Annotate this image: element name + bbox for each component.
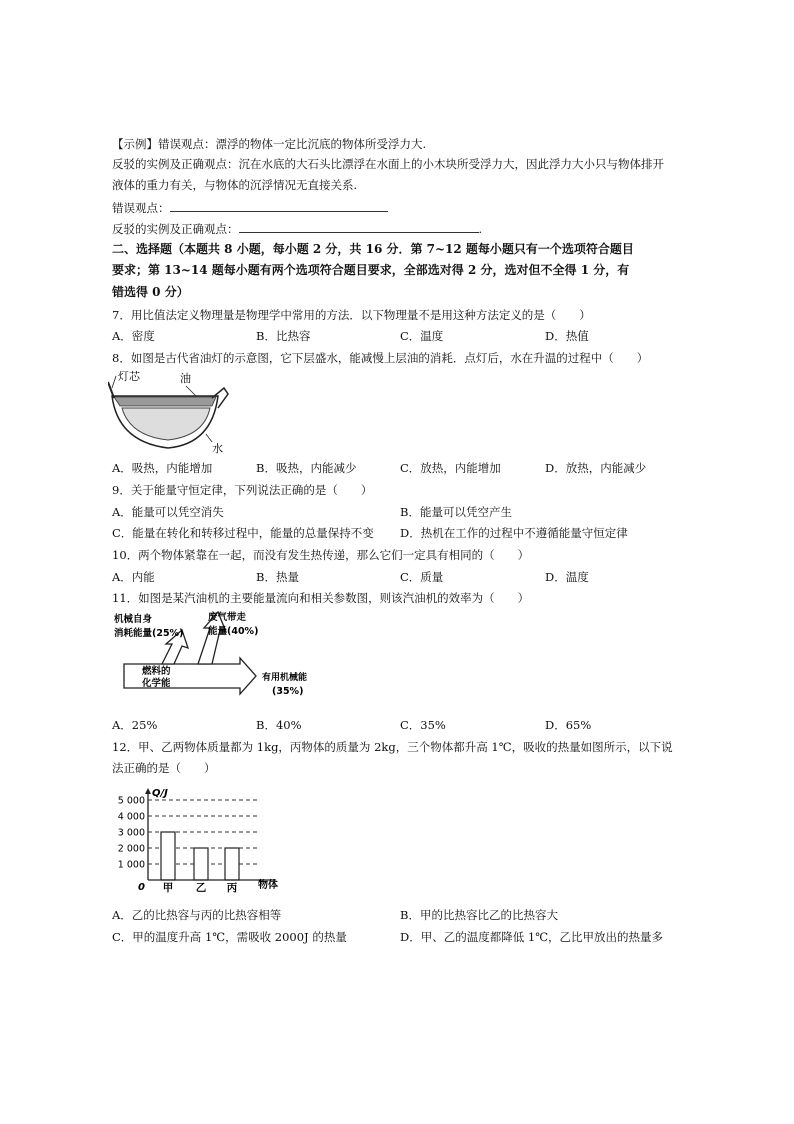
q8-option-d[interactable]: D．放热，内能减少 [545, 461, 647, 475]
q9-option-c[interactable]: C．能量在转化和转移过程中，能量的总量保持不变 [112, 526, 374, 540]
q11-option-a[interactable]: A．25% [112, 718, 158, 732]
q10-stem: 10．两个物体紧靠在一起，而没有发生热传递，那么它们一定具有相同的（ ） [112, 548, 530, 562]
bar-3 [225, 848, 239, 880]
q8-option-b[interactable]: B．吸热，内能减少 [256, 461, 357, 475]
q11-stem: 11．如图是某汽油机的主要能量流向和相关参数图，则该汽油机的效率为（ ） [112, 591, 530, 605]
lamp-wick-label: 灯芯 [118, 370, 140, 383]
x-tick-label: 甲 [162, 882, 174, 894]
q9-stem: 9．关于能量守恒定律，下列说法正确的是（ ） [112, 483, 373, 497]
q8-stem: 8．如图是古代省油灯的示意图，它下层盛水，能减慢上层油的消耗．点灯后，水在升温的过程中（ ） [112, 351, 649, 365]
y-axis-arrow [145, 788, 151, 794]
chart-xticks [163, 881, 238, 894]
wrong-view-label: 错误观点： [112, 201, 170, 215]
q8-option-c[interactable]: C．放热，内能增加 [400, 461, 501, 475]
bar-1 [161, 832, 175, 880]
q10-option-a[interactable]: A．内能 [112, 570, 155, 584]
mech-loss-label-2: 消耗能量(25%) [114, 628, 184, 639]
exhaust-label-1: 废气带走 [208, 612, 247, 623]
section2-line-3: 错选得 0 分） [112, 285, 189, 299]
chart-origin-label: 0 [138, 882, 145, 893]
energy-flow-figure [112, 608, 342, 710]
x-tick-label: 丙 [226, 882, 238, 894]
q12-stem-line-2: 法正确的是（ ） [112, 761, 216, 775]
q12-option-d[interactable]: D．甲、乙的温度都降低 1℃，乙比甲放出的热量多 [400, 930, 664, 944]
lamp-water-label: 水 [212, 442, 223, 454]
q9-option-b[interactable]: B．能量可以凭空产生 [400, 505, 512, 519]
q7-option-b[interactable]: B．比热容 [256, 329, 311, 343]
fuel-label-2: 化学能 [142, 678, 171, 689]
section2-line-1: 二、选择题（本题共 8 小题，每小题 2 分，共 16 分．第 7~12 题每小题只有一个选项符合题目 [112, 242, 634, 256]
refute-view-label: 反驳的实例及正确观点： [112, 222, 239, 236]
useful-label-1: 有用机械能 [262, 673, 308, 683]
q10-option-b[interactable]: B．热量 [256, 570, 299, 584]
oil-lamp-figure [108, 368, 238, 454]
wrong-view-row [112, 199, 388, 216]
mech-loss-label-1: 机械自身 [114, 614, 153, 625]
q11-option-c[interactable]: C．35% [400, 718, 446, 732]
exhaust-label-2: 能量(40%) [208, 626, 259, 637]
bar-2 [194, 848, 208, 880]
lamp-oil-label: 油 [180, 372, 191, 385]
q11-option-b[interactable]: B．40% [256, 718, 302, 732]
q12-option-c[interactable]: C．甲的温度升高 1℃，需吸收 2000J 的热量 [112, 930, 347, 944]
section2-line-2: 要求；第 13~14 题每小题有两个选项符合题目要求，全部选对得 2 分，选对但不全得 1 分，有 [112, 263, 630, 277]
y-tick-label: 2 000 [117, 843, 145, 855]
chart-xlabel: 物体 [258, 880, 278, 891]
refute-view-blank[interactable] [239, 220, 479, 233]
refute-view-end: . [478, 222, 483, 236]
chart-ylabel: Q/J [152, 788, 168, 799]
wrong-view-blank[interactable] [170, 199, 388, 212]
q12-option-b[interactable]: B．甲的比热容比乙的比热容大 [400, 908, 558, 922]
y-tick-label: 3 000 [117, 827, 145, 839]
example-line-1: 【示例】错误观点：漂浮的物体一定比沉底的物体所受浮力大. [112, 137, 427, 151]
y-tick-label: 4 000 [117, 811, 145, 823]
q7-option-a[interactable]: A．密度 [112, 329, 155, 343]
refute-view-row [112, 220, 482, 237]
q12-stem-line-1: 12．甲、乙两物体质量都为 1kg，丙物体的质量为 2kg，三个物体都升高 1℃，吸收的热量如图所示，以下说 [112, 740, 673, 754]
q9-option-a[interactable]: A．能量可以凭空消失 [112, 505, 224, 519]
q12-option-a[interactable]: A．乙的比热容与丙的比热容相等 [112, 908, 282, 922]
example-line-3: 液体的重力有关，与物体的沉浮情况无直接关系. [112, 178, 358, 192]
example-line-2: 反驳的实例及正确观点：沉在水底的大石头比漂浮在水面上的小木块所受浮力大，因此浮力大小只与物体排开 [112, 157, 664, 171]
q10-option-c[interactable]: C．质量 [400, 570, 444, 584]
chart-bars [161, 832, 239, 880]
y-tick-label: 5 000 [117, 795, 145, 807]
q7-option-d[interactable]: D．热值 [545, 329, 589, 343]
q8-option-a[interactable]: A．吸热，内能增加 [112, 461, 213, 475]
x-tick-label: 乙 [195, 882, 207, 894]
q10-option-d[interactable]: D．温度 [545, 570, 589, 584]
q11-option-d[interactable]: D．65% [545, 718, 592, 732]
y-tick-label: 1 000 [117, 859, 145, 871]
q9-option-d[interactable]: D．热机在工作的过程中不遵循能量守恒定律 [400, 526, 628, 540]
q7-option-c[interactable]: C．温度 [400, 329, 444, 343]
fuel-label-1: 燃料的 [142, 666, 171, 677]
q7-stem: 7．用比值法定义物理量是物理学中常用的方法．以下物理量不是用这种方法定义的是（ ） [112, 308, 591, 322]
heat-bar-chart [108, 784, 288, 894]
chart-yticks [118, 796, 145, 871]
useful-label-2: (35%) [272, 686, 304, 697]
